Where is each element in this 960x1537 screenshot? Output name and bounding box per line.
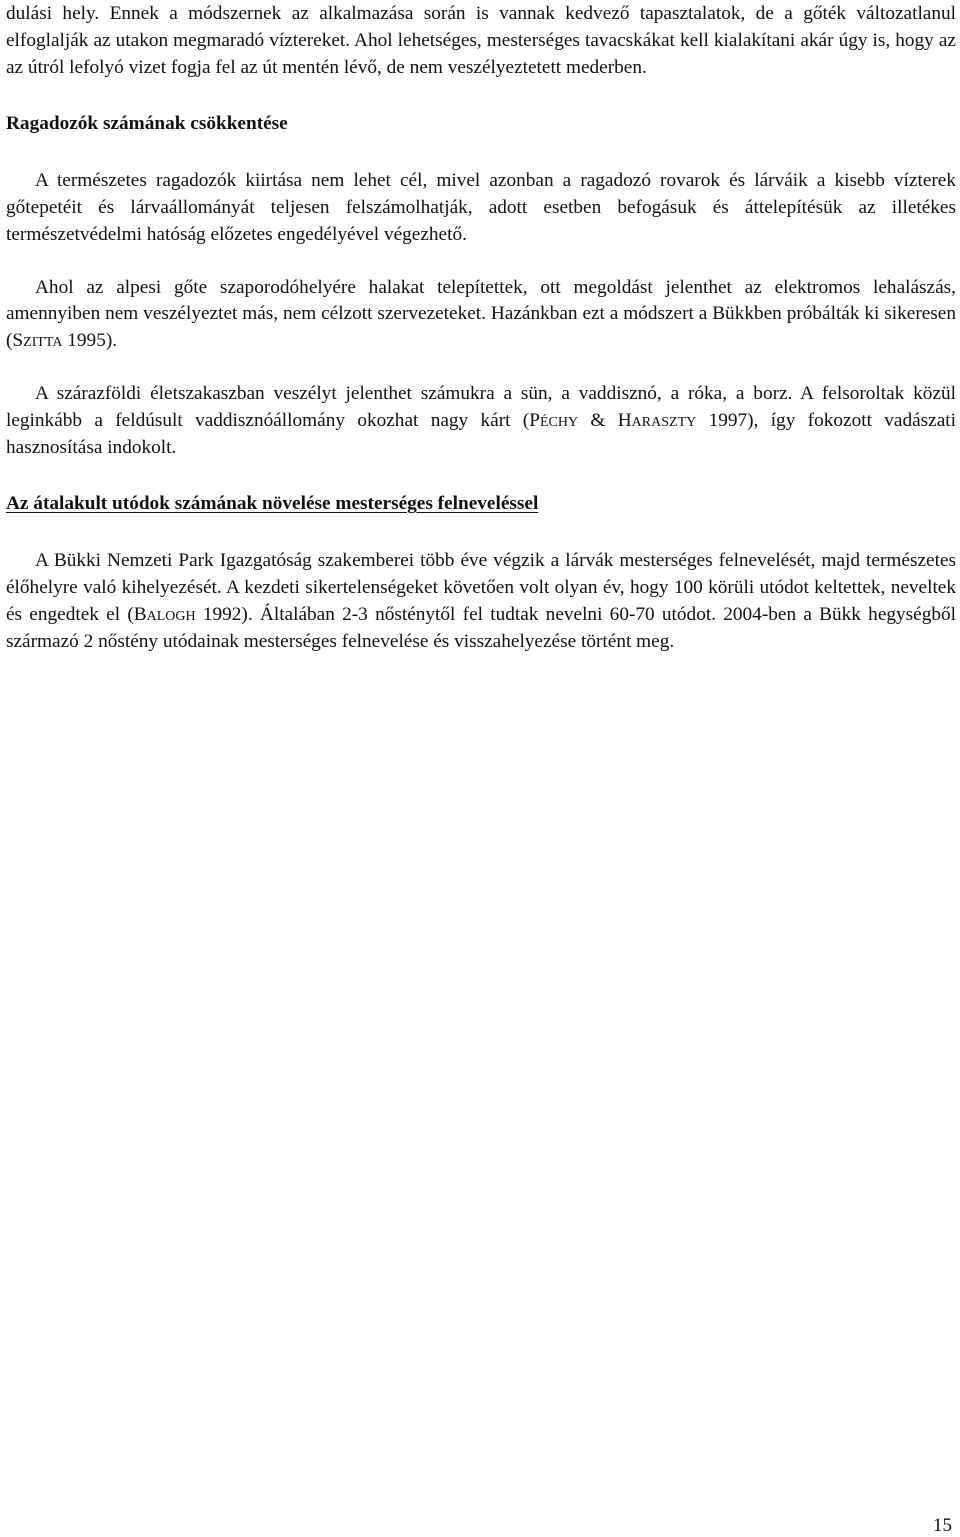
paragraph-text: 1992). Általában 2-3 nősténytől fel tudtak nevelni 60-70 utódot. 2004-ben a Bükk hegységből származó 2 nőstény utódainak mesterséges felnevelése és visszahelyezése történt meg. [6, 603, 956, 652]
citation-author: Balogh [133, 603, 196, 625]
paragraph-text: A Bükki Nemzeti Park Igazgatóság szakemberei több éve végzik a lárvák mesterséges felnevelését, majd természetes élőhelyre való kihelyezését. A kezdeti sikertelenségeket követően volt olyan év, hogy 100 körüli utódot keltettek, neveltek és engedtek el ( [6, 550, 956, 625]
citation-author: Haraszty [617, 409, 697, 431]
section-heading-predators: Ragadozók számának csökkentése [6, 113, 288, 135]
document-page [6, 0, 956, 655]
paragraph-text: 1995). [62, 330, 118, 352]
paragraph-predator-removal: A természetes ragadozók kiirtása nem lehet cél, mivel azonban a ragadozó rovarok és lárváik a kisebb vízterek gőtepetéit és lárvaállományát teljesen felszámolhatják, adott esetben befogásuk és áttelepítésük az illetékes természetvédelmi hatóság előzetes engedélyével végezhető. [6, 170, 956, 245]
section-heading-rearing: Az átalakult utódok számának növelése mesterséges felneveléssel [6, 493, 539, 515]
page-number: 15 [933, 1515, 952, 1536]
citation-author: Szitta [12, 330, 63, 352]
intro-paragraph: dulási hely. Ennek a módszernek az alkalmazása során is vannak kedvező tapasztalatok, de a gőték változatlanul elfoglalják az utakon megmaradó víztereket. Ahol lehetséges, mesterséges tavacskákat kell kialakítani akár úgy is, hogy az az útról lefolyó vizet fogja fel az út mentén lévő, de nem veszélyeztetett mederben. [6, 3, 956, 78]
paragraph-terrestrial-threats [6, 381, 956, 461]
paragraph-electrofishing [6, 275, 956, 355]
paragraph-text: 1997), így fokozott vadászati hasznosítása indokolt. [6, 409, 956, 458]
citation-separator: & [578, 409, 618, 431]
paragraph-artificial-rearing [6, 548, 956, 655]
paragraph-text: Ahol az alpesi gőte szaporodóhelyére halakat telepítettek, ott megoldást jelenthet az elektromos lehalászás, amennyiben nem veszélyeztet más, nem célzott szervezeteket. Hazánkban ezt a módszert a Bükkben próbálták ki sikeresen ( [6, 276, 956, 352]
paragraph-text: A szárazföldi életszakaszban veszélyt jelenthet számukra a sün, a vaddisznó, a róka, a borz. A felsoroltak közül leginkább a feldúsult vaddisznóállomány okozhat nagy kárt ( [6, 382, 956, 431]
citation-author: Péchy [529, 409, 579, 431]
